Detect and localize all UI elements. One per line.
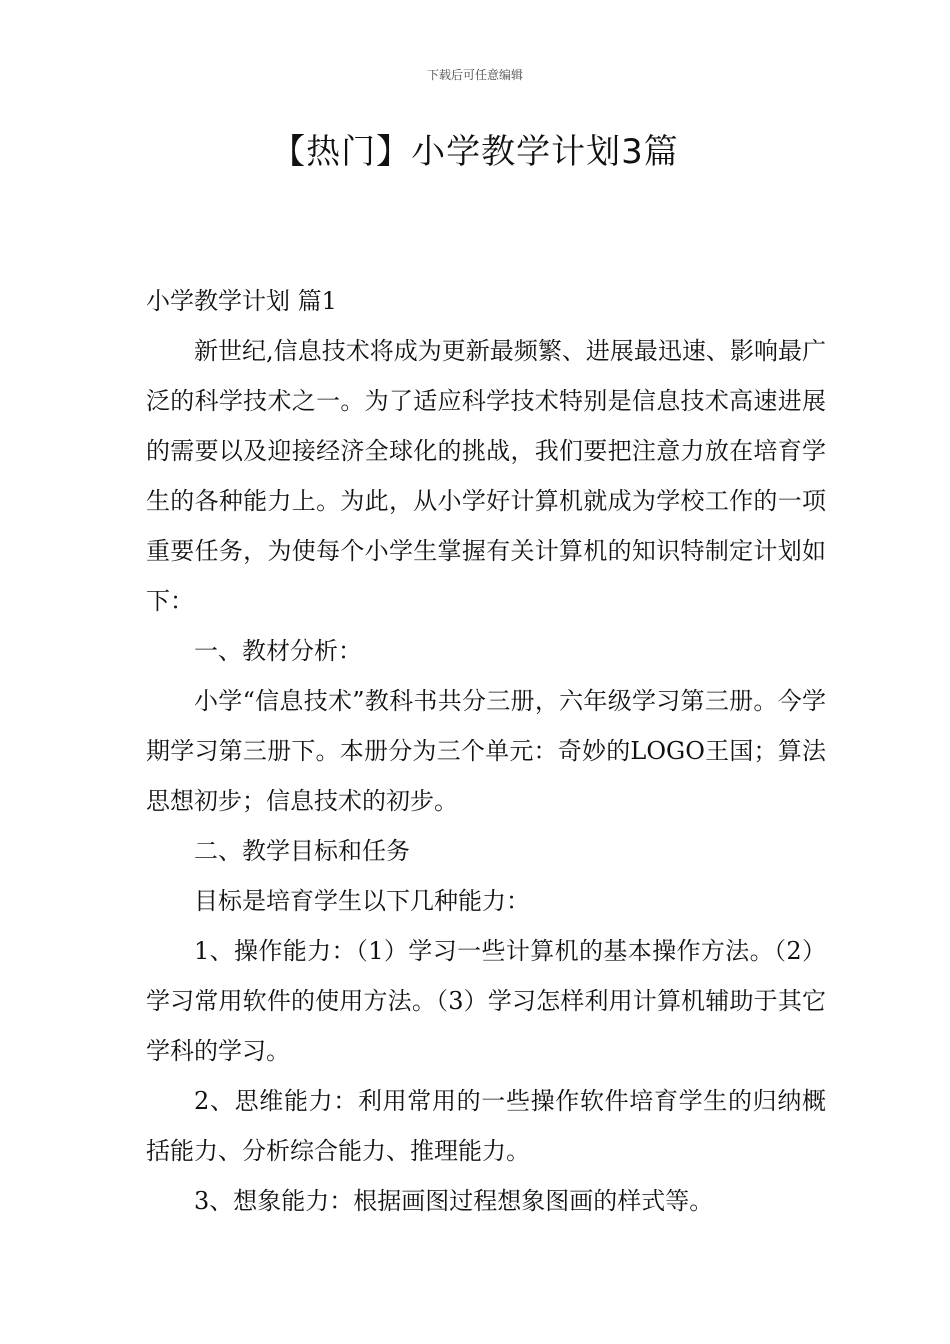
document-title: 【热门】小学教学计划3篇 (271, 132, 679, 172)
header-note: 下载后可任意编辑 (426, 68, 523, 82)
paragraph-heading-materials: 一、教材分析： (194, 637, 362, 665)
paragraph-materials: 小学“信息技术”教科书共分三册，六年级学习第三册。今学期学习第三册下。本册分为三个单元：奇妙的LOGO王国；算法思想初步；信息技术的初步。 (146, 687, 826, 815)
document-body (146, 276, 826, 1226)
paragraph-goal-thinking: 2、思维能力：利用常用的一些操作软件培育学生的归纳概括能力、分析综合能力、推理能力。 (146, 1087, 826, 1165)
paragraph-goal-imagination: 3、想象能力：根据画图过程想象图画的样式等。 (194, 1187, 714, 1215)
paragraph-heading-goals: 二、教学目标和任务 (194, 837, 410, 865)
section-heading: 小学教学计划 篇1 (146, 287, 337, 315)
paragraph-intro: 新世纪,信息技术将成为更新最频繁、进展最迅速、影响最广泛的科学技术之一。为了适应科学技术特别是信息技术高速进展的需要以及迎接经济全球化的挑战，我们要把注意力放在培育学生的各种能力上。为此，从小学好计算机就成为学校工作的一项重要任务，为使每个小学生掌握有关计算机的知识特制定计划如下： (146, 337, 826, 615)
paragraph-goals-intro: 目标是培育学生以下几种能力： (194, 887, 530, 915)
paragraph-goal-operation: 1、操作能力：（1）学习一些计算机的基本操作方法。（2）学习常用软件的使用方法。（3）学习怎样利用计算机辅助于其它学科的学习。 (146, 937, 826, 1065)
